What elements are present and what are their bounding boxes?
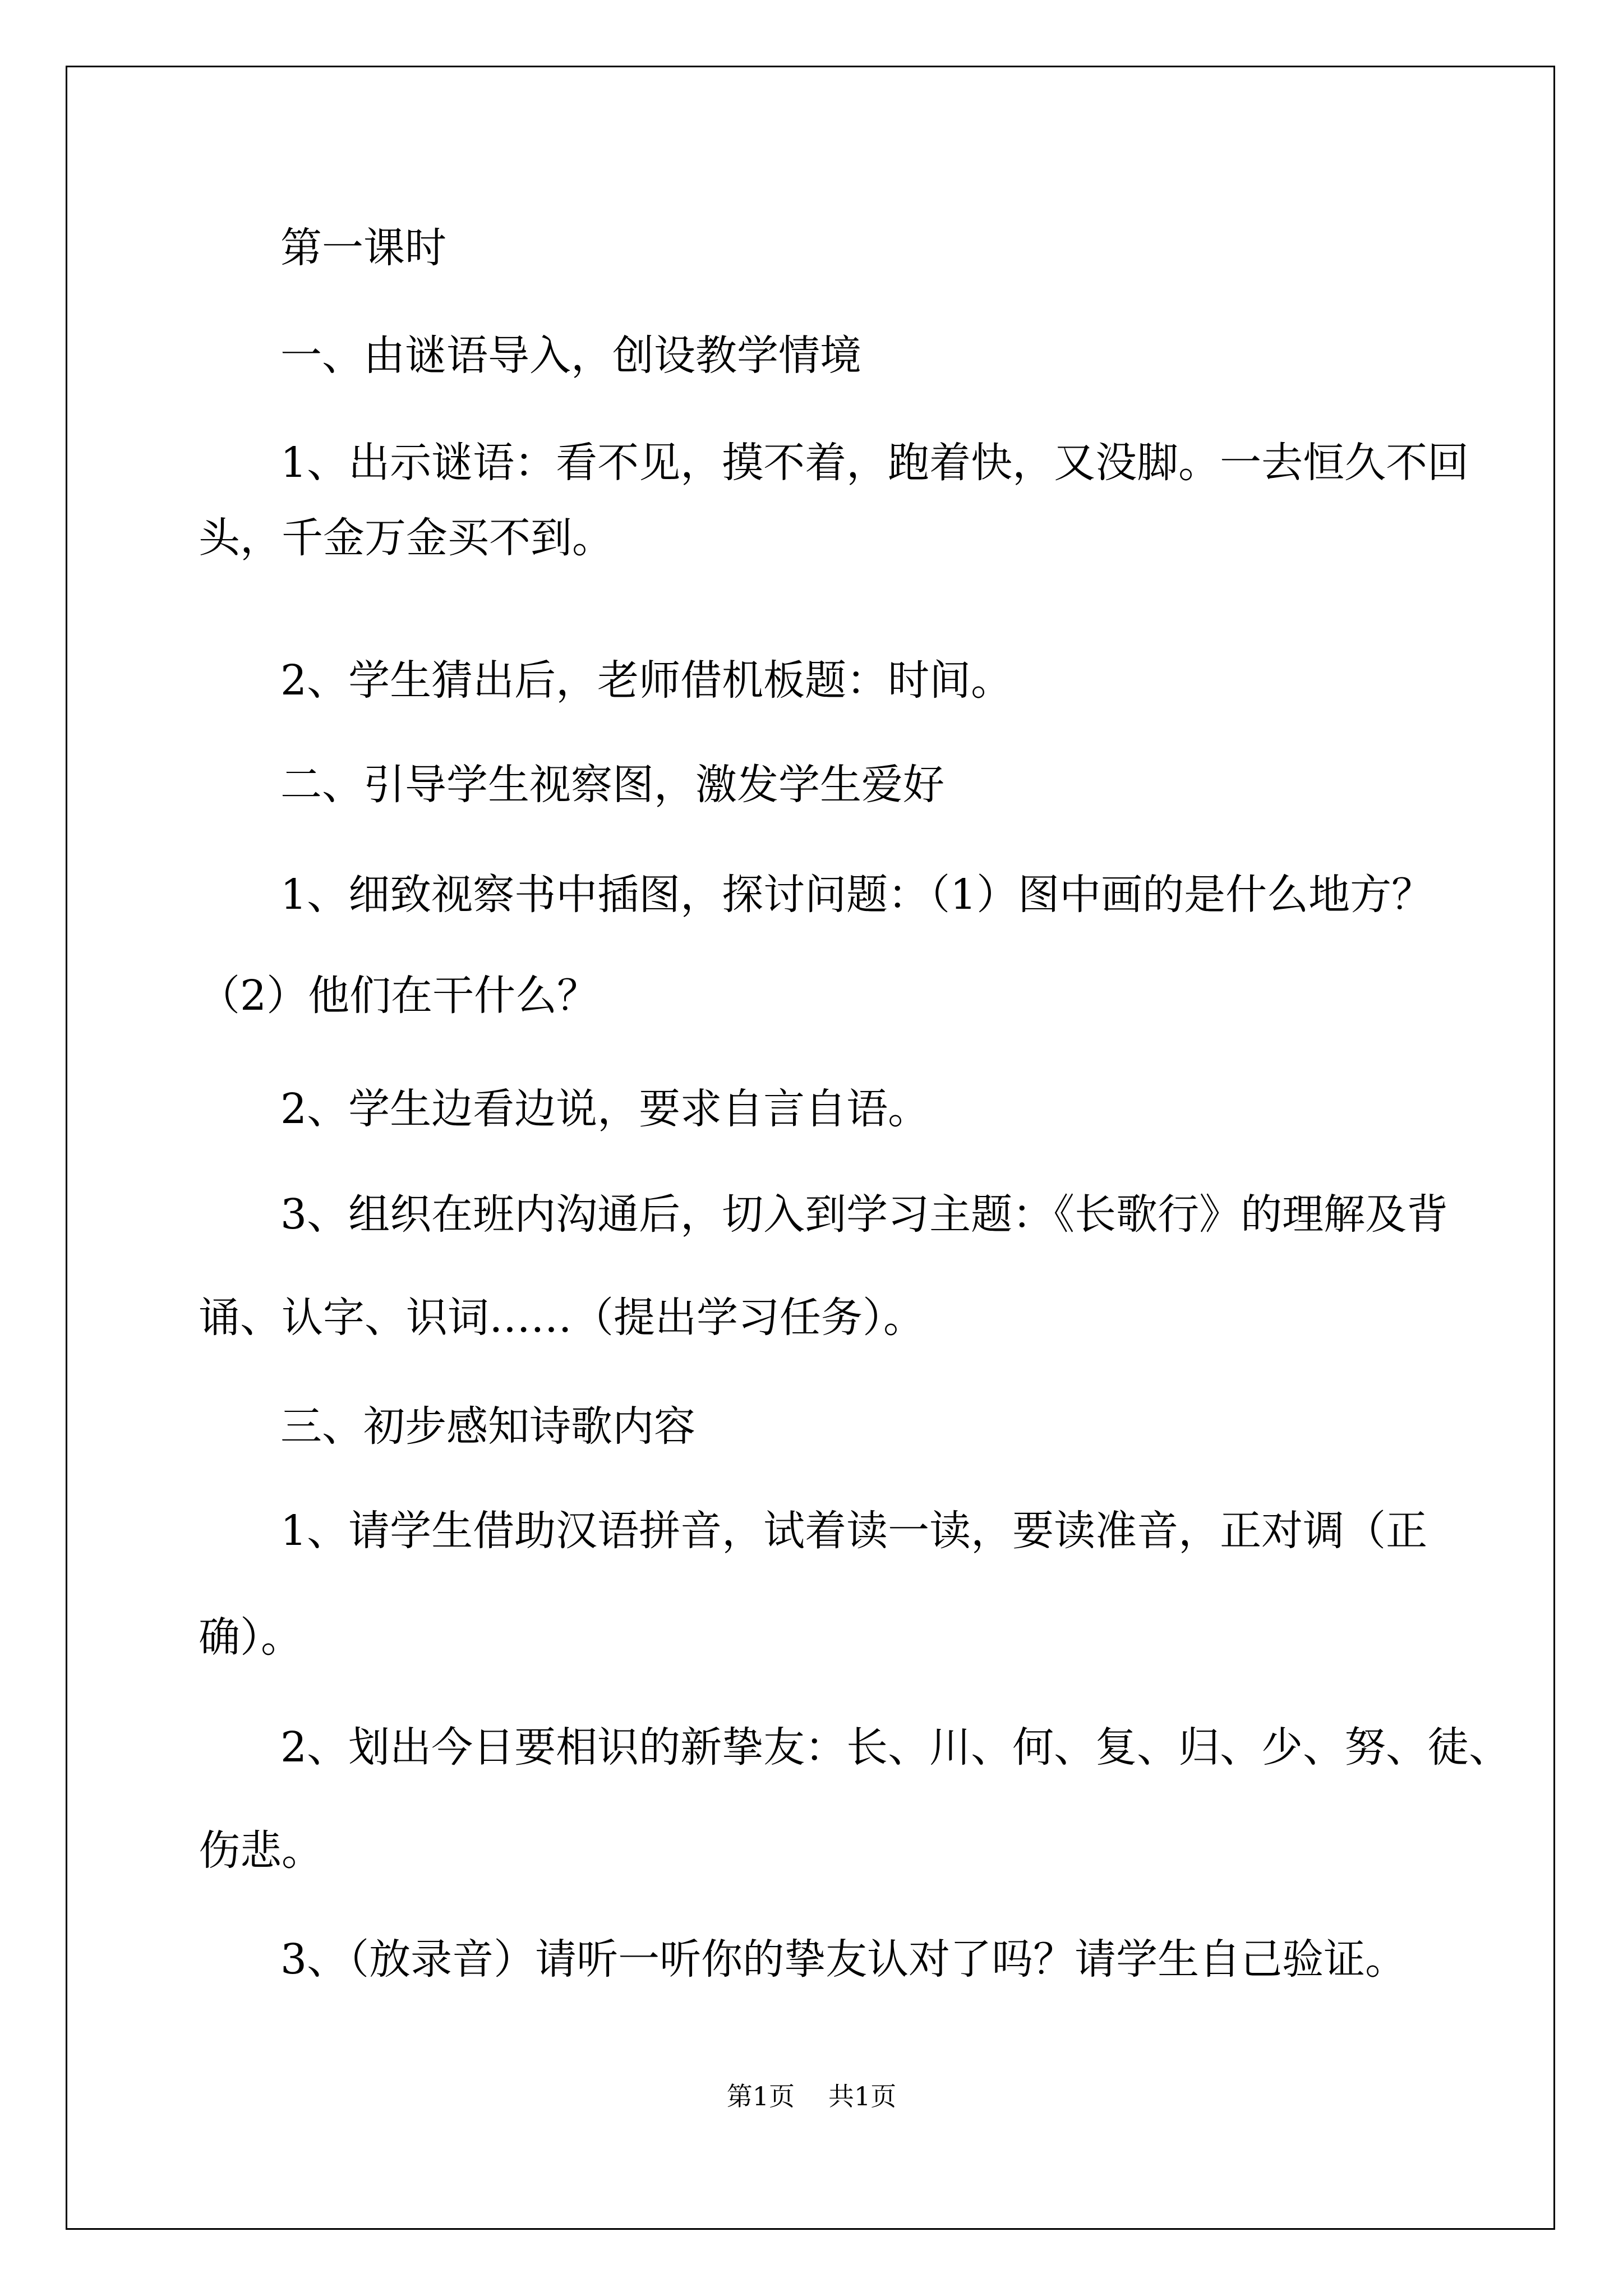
paragraph-line: 伤悲。	[199, 1826, 323, 1875]
page-number: 第1页	[726, 2081, 795, 2111]
paragraph-line: 1、出示谜语：看不见，摸不着，跑着快，又没脚。一去恒久不回	[280, 439, 1469, 487]
paragraph-line: 2、学生边看边说，要求自言自语。	[280, 1085, 930, 1133]
paragraph-line: 1、细致视察书中插图，探讨问题：（1）图中画的是什么地方？	[280, 871, 1433, 919]
paragraph-line: 头，千金万金买不到。	[199, 514, 614, 562]
paragraph-line: 确）。	[199, 1613, 302, 1662]
page-total: 共1页	[828, 2081, 897, 2111]
paragraph-line: 2、划出今日要相识的新挚友：长、川、何、复、归、少、努、徒、	[280, 1723, 1511, 1772]
paragraph-line: （2）他们在干什么？	[199, 972, 599, 1020]
paragraph-line: 1、请学生借助汉语拼音，试着读一读，要读准音，正对调（正	[280, 1507, 1428, 1555]
section-heading-1: 一、由谜语导入，创设教学情境	[280, 332, 861, 380]
paragraph-line: 2、学生猜出后，老师借机板题：时间。	[280, 656, 1013, 705]
page-border	[66, 66, 1555, 2230]
paragraph-line: 诵、认字、识词……（提出学习任务）。	[199, 1294, 925, 1342]
page-footer	[0, 2082, 1623, 2110]
lesson-title: 第一课时	[280, 224, 446, 272]
paragraph-line: 3、（放录音）请听一听你的挚友认对了吗？请学生自己验证。	[280, 1935, 1407, 1984]
section-heading-2: 二、引导学生视察图，激发学生爱好	[280, 761, 944, 809]
paragraph-line: 3、组织在班内沟通后，切入到学习主题：《长歌行》的理解及背	[280, 1190, 1449, 1239]
section-heading-3: 三、初步感知诗歌内容	[280, 1402, 695, 1451]
